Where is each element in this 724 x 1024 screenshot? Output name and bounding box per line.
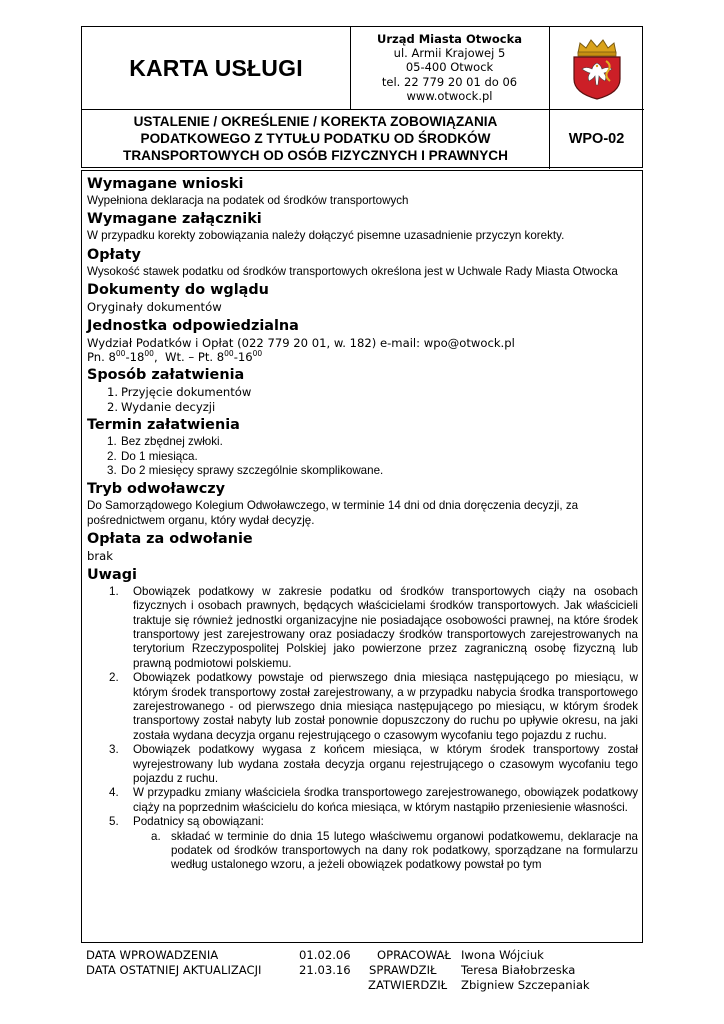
address-line: ul. Armii Krajowej 5 xyxy=(393,46,506,61)
hours-sup: 00 xyxy=(144,349,154,359)
list-text: składać w terminie do dnia 15 lutego właściwemu organowi podatkowemu, deklaracje na podatek od środków transportowych na dany rok podatkowy, sporządzane na formularzu według ustalonego wzoru, a jeżeli obowiązek podatkowy powstał po tym xyxy=(171,829,638,872)
list-number: 2. xyxy=(107,449,117,463)
website-line: www.otwock.pl xyxy=(406,88,493,103)
list-item xyxy=(87,400,638,414)
title-cell xyxy=(82,27,350,109)
office-address xyxy=(350,27,549,109)
service-code: WPO-02 xyxy=(568,131,625,147)
service-details xyxy=(81,170,643,942)
list-text: Podatnicy są obowiązani: xyxy=(133,815,264,829)
list-text: Obowiązek podatkowy w zakresie podatku od środków transportowych ciąży na osobach fizycznych i osobach prawnych, będących właścicielami środków transportowych. Jak właścicieli traktuje się również jednostki organizacyjne nie posiadające osobowości prawnej, na które środek transportowy jest zarejestrowany oraz posiadaczy środków transportowych zarejestrowanych na terytorium Rzeczypospolitej Polskiej jako powierzone przez zagraniczną osobę fizyczną lub prawną podmiotowi polskiemu. xyxy=(133,584,638,670)
footer-row xyxy=(81,978,643,993)
section-heading-documents: Dokumenty do wglądu xyxy=(87,282,269,299)
list-number: 2. xyxy=(109,671,119,685)
intro-date-value: 01.02.06 xyxy=(299,948,351,962)
phone-line: tel. 22 779 20 01 do 06 xyxy=(381,74,518,89)
hours-text: -16 xyxy=(233,350,253,365)
section-heading-appeal-fee: Opłata za odwołanie xyxy=(87,531,253,548)
section-text: brak xyxy=(87,549,113,564)
section-heading-fees: Opłaty xyxy=(87,246,141,263)
remarks-sublist xyxy=(87,830,638,873)
hours-sup: 00 xyxy=(252,349,263,359)
footer-row xyxy=(81,963,643,978)
section-text: Wysokość stawek podatku od środków transportowych określona jest w Uchwale Rady Miasta Otwocka xyxy=(87,264,618,278)
list-number: 5. xyxy=(109,815,119,829)
list-text: Do 1 miesiąca. xyxy=(121,449,198,463)
section-heading-required-applications: Wymagane wnioski xyxy=(87,176,244,192)
section-text: Wypełniona deklaracja na podatek od środków transportowych xyxy=(87,194,409,207)
section-heading-remarks: Uwagi xyxy=(87,566,137,583)
hours-sup: 00 xyxy=(224,349,234,359)
hours-text: -18 xyxy=(125,350,145,365)
list-item xyxy=(87,435,638,449)
list-item xyxy=(87,450,638,464)
list-item xyxy=(87,786,638,815)
page-title: KARTA USŁUGI xyxy=(129,54,303,81)
list-item xyxy=(87,385,638,399)
prepared-name: Iwona Wójciuk xyxy=(461,948,544,962)
list-letter: a. xyxy=(151,829,161,843)
city-coat-of-arms-icon xyxy=(568,35,626,101)
list-number: 2. xyxy=(107,399,119,414)
list-number: 3. xyxy=(109,743,119,757)
list-item xyxy=(87,464,638,478)
document-footer xyxy=(81,942,643,992)
update-date-label: DATA OSTATNIEJ AKTUALIZACJI xyxy=(86,963,262,977)
section-heading-responsible-unit: Jednostka odpowiedzialna xyxy=(87,317,299,334)
list-text: W przypadku zmiany właściciela środka transportowego zarejestrowanego, obowiązek podatkowy ciąży na poprzednim właścicielu do końca miesiąca, w którym nastąpiło przeniesienie własności. xyxy=(133,786,638,814)
checked-name: Teresa Białobrzeska xyxy=(461,963,576,977)
service-title xyxy=(82,109,549,169)
hours-text: , Wt. – Pt. xyxy=(153,350,217,365)
hours-text: Pn. xyxy=(87,350,109,365)
list-text: Wydanie decyzji xyxy=(121,399,216,414)
list-number: 3. xyxy=(107,464,117,478)
list-number: 1. xyxy=(109,584,119,598)
list-item xyxy=(87,743,638,786)
responsible-unit-contact: Wydział Podatków i Opłat (022 779 20 01, w. 182) e-mail: wpo@otwock.pl xyxy=(87,335,515,350)
update-date-value: 21.03.16 xyxy=(299,963,351,977)
section-heading-appeal-procedure: Tryb odwoławczy xyxy=(87,481,226,498)
list-item xyxy=(87,815,638,829)
list-item xyxy=(87,585,638,671)
remarks-list xyxy=(87,585,638,830)
list-item xyxy=(87,671,638,743)
approved-name: Zbigniew Szczepaniak xyxy=(461,978,590,992)
service-title-line: TRANSPORTOWYCH OD OSÓB FIZYCZNYCH I PRAWNYCH xyxy=(123,148,508,163)
list-text: Przyjęcie dokumentów xyxy=(121,385,252,400)
hours-text: 8 xyxy=(108,350,116,365)
office-name: Urząd Miasta Otwocka xyxy=(377,32,522,46)
office-hours xyxy=(87,350,638,364)
deadline-list xyxy=(87,435,638,478)
section-text: Do Samorządowego Kolegium Odwoławczego, w terminie 14 dni od dnia doręczenia decyzji, za pośrednictwem organu, który wydał decyzję. xyxy=(87,499,579,527)
address-line: 05-400 Otwock xyxy=(405,60,494,75)
list-number: 1. xyxy=(107,385,119,400)
section-heading-deadline: Termin załatwienia xyxy=(87,417,240,434)
intro-date-label: DATA WPROWADZENIA xyxy=(86,948,219,962)
list-text: Bez zbędnej zwłoki. xyxy=(121,435,223,449)
header-table xyxy=(81,26,643,168)
section-heading-handling-method: Sposób załatwienia xyxy=(87,367,245,384)
crest-cell xyxy=(549,27,644,109)
list-item xyxy=(87,830,638,873)
hours-sup: 00 xyxy=(115,349,126,359)
section-text: W przypadku korekty zobowiązania należy dołączyć pisemne uzasadnienie przyczyn korekty. xyxy=(87,229,565,243)
section-text: Oryginały dokumentów xyxy=(87,300,222,315)
approved-label: ZATWIERDZIŁ xyxy=(368,978,448,992)
list-text: Obowiązek podatkowy wygasa z końcem miesiąca, w którym środek transportowy został wyrejestrowany lub wydana została decyzja organu rejestrującego o czasowym wycofaniu tego pojazdu z ruchu. xyxy=(133,743,638,785)
list-text: Obowiązek podatkowy powstaje od pierwszego dnia miesiąca następującego po miesiącu, w którym środek transportowy został zarejestrowany, a w przypadku nabycia środka transportowego zarejestrowanego - od pierwszego dnia miesiąca następującego po miesiącu, w którym środek transportowy został nabyty lub został ponownie dopuszczony do ruchu po upływie okresu, na jaki została wydana decyzja organu rejestrującego o czasowym wycofaniu tego pojazdu z ruchu. xyxy=(133,671,638,742)
prepared-label: OPRACOWAŁ xyxy=(377,948,451,962)
hours-text: 8 xyxy=(216,350,225,365)
section-heading-required-attachments: Wymagane załączniki xyxy=(87,211,262,228)
list-text: Do 2 miesięcy sprawy szczególnie skomplikowane. xyxy=(121,464,384,478)
service-title-line: USTALENIE / OKREŚLENIE / KOREKTA ZOBOWIĄZANIA xyxy=(133,114,498,129)
list-number: 1. xyxy=(107,435,117,449)
list-number: 4. xyxy=(109,786,119,800)
handling-steps xyxy=(87,385,638,414)
footer-row xyxy=(81,948,643,963)
checked-label: SPRAWDZIŁ xyxy=(369,963,437,977)
service-title-line: PODATKOWEGO Z TYTUŁU PODATKU OD ŚRODKÓW xyxy=(140,131,491,146)
